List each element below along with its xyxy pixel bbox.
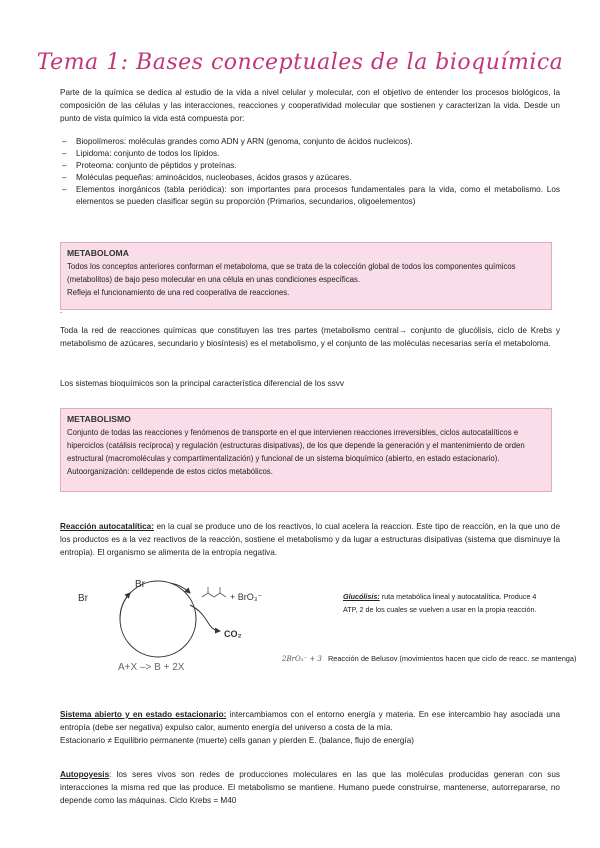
open-system-text: intercambiamos con el entorno energía y materia. En ese intercambio hay asociada una entropía (debe ser negativa) expulso calor, aumento energía del universo a costa de la mía. bbox=[60, 710, 560, 732]
composition-list bbox=[60, 136, 560, 208]
autopoyesis-label: Autopoyesis bbox=[60, 770, 110, 779]
open-system-line2: Estacionario ≠ Equilibrio permanente (muerte) cells ganan y pierden E. (balance, flujo de energía) bbox=[60, 736, 415, 745]
autocatalytic-text: en la cual se produce uno de los reactivos, lo cual acelera la reaccion. Este tipo de reacción, en la que uno de los productos es a la vez reactivos de la reacción, sostiene el metabolismo y da lugar a estructuras disipativas (sistema que disminuye la entropía). El organismo se alimenta de la entropía negativa. bbox=[60, 522, 560, 557]
metaboloma-note: Refleja el funcionamiento de una red cooperativa de reacciones. bbox=[67, 288, 290, 297]
metaboloma-heading: METABOLOMA bbox=[67, 248, 129, 258]
co2-label: CO₂ bbox=[224, 629, 242, 639]
list-item: – Biopolímeros: moléculas grandes como ADN y ARN (genoma, conjunto de ácidos nucleicos). bbox=[60, 136, 560, 148]
glucolisis-note bbox=[343, 590, 543, 616]
autocatalytic-label: Reacción autocatalítica: bbox=[60, 522, 154, 531]
metabolismo-box bbox=[60, 408, 552, 492]
glucolisis-text: ruta metabólica lineal y autocatalítica. Produce 4 ATP, 2 de los cuales se vuelven a usar en la propia reacción. bbox=[343, 592, 537, 614]
bro3-label: + BrO₃⁻ bbox=[230, 592, 263, 602]
biochemical-systems-paragraph: Los sistemas bioquímicos son la principal característica diferencial de los ssvv bbox=[60, 379, 344, 388]
metabolismo-heading: METABOLISMO bbox=[67, 414, 131, 424]
br-left-label: Br bbox=[78, 593, 88, 604]
belusov-caption bbox=[282, 654, 577, 663]
metabolismo-definition: Conjunto de todas las reacciones y fenómenos de transporte en el que intervienen reacciones irreversibles, ciclos autocatalíticos e hiperciclos (catálisis recíproca) y regulación (estructuras disipativas), de los que depende la generación y el mantenimiento de orden estructural (macromoléculas y compartimentalización) y funcional de un sistema bioquímico (abierto, en estado estacionario). Autoorganización: celldepende de estos ciclos metabólicos. bbox=[67, 428, 525, 476]
intro-paragraph: Parte de la química se dedica al estudio de la vida a nivel celular y molecular, con el objetivo de entender los procesos biológicos, la composición de las células y las interacciones, reacciones y cooperatividad molecular que sostienen y caracterizan la vida. Desde un punto de vista químico la vida está compuesta por: bbox=[60, 88, 560, 123]
autocatalysis-equation: A+X –> B + 2X bbox=[118, 662, 185, 673]
open-system-paragraph bbox=[60, 708, 560, 747]
page-title: Tema 1: Bases conceptuales de la bioquímica bbox=[36, 50, 564, 75]
metaboloma-definition: Todos los conceptos anteriores conforman el metaboloma, que se trata de la colección global de todos los componentes químicos (metabolitos) de bajo peso molecular en una célula en unas condiciones específicas. bbox=[67, 262, 516, 284]
list-item: – Proteoma: conjunto de péptidos y proteínas. bbox=[60, 160, 560, 172]
reaction-cycle-circle bbox=[120, 581, 196, 657]
stray-dot: . bbox=[60, 306, 63, 315]
belusov-text: Reacción de Belusov (movimientos hacen que ciclo de reacc. se mantenga) bbox=[327, 654, 577, 663]
autopoyesis-paragraph bbox=[60, 768, 560, 807]
malonic-acid-structure bbox=[202, 587, 226, 597]
list-item: – Moléculas pequeñas: aminoácidos, nucleobases, ácidos grasos y azúcares. bbox=[60, 172, 560, 184]
autopoyesis-text: : los seres vivos son redes de producciones moleculares en las que las moléculas producidas generan con sus interacciones la misma red que las produce. El metabolismo se mantiene. Humano puede construirse, mantenerse, autorrepararse, no depende como las máquinas. Ciclo Krebs = M40 bbox=[60, 770, 560, 805]
metaboloma-box bbox=[60, 242, 552, 310]
list-item: – Elementos inorgánicos (tabla periódica): son importantes para procesos fundamentales para la vida, como el metabolismo. Los elementos se pueden clasificar según su proporción (Primarios, secundarios, oligoelementos) bbox=[60, 184, 560, 208]
br-top-label: Br bbox=[135, 579, 145, 590]
list-item: – Lipidoma: conjunto de todos los lípidos. bbox=[60, 148, 560, 160]
metabolism-network-paragraph: Toda la red de reacciones químicas que constituyen las tres partes (metabolismo central→ conjunto de glucólisis, ciclo de Krebs y metabolismo de azúcares, secundario y biosíntesis) es el metabolismo, y el conjunto de las moléculas necesarias sería el metaboloma. bbox=[60, 326, 560, 348]
open-system-label: Sistema abierto y en estado estacionario: bbox=[60, 710, 227, 719]
autocatalytic-paragraph bbox=[60, 520, 560, 559]
belusov-formula: 2BrO₃⁻ + 3 bbox=[282, 655, 322, 663]
cycle-arrow-left bbox=[120, 593, 130, 619]
glucolisis-label: Glucólisis: bbox=[343, 592, 380, 601]
